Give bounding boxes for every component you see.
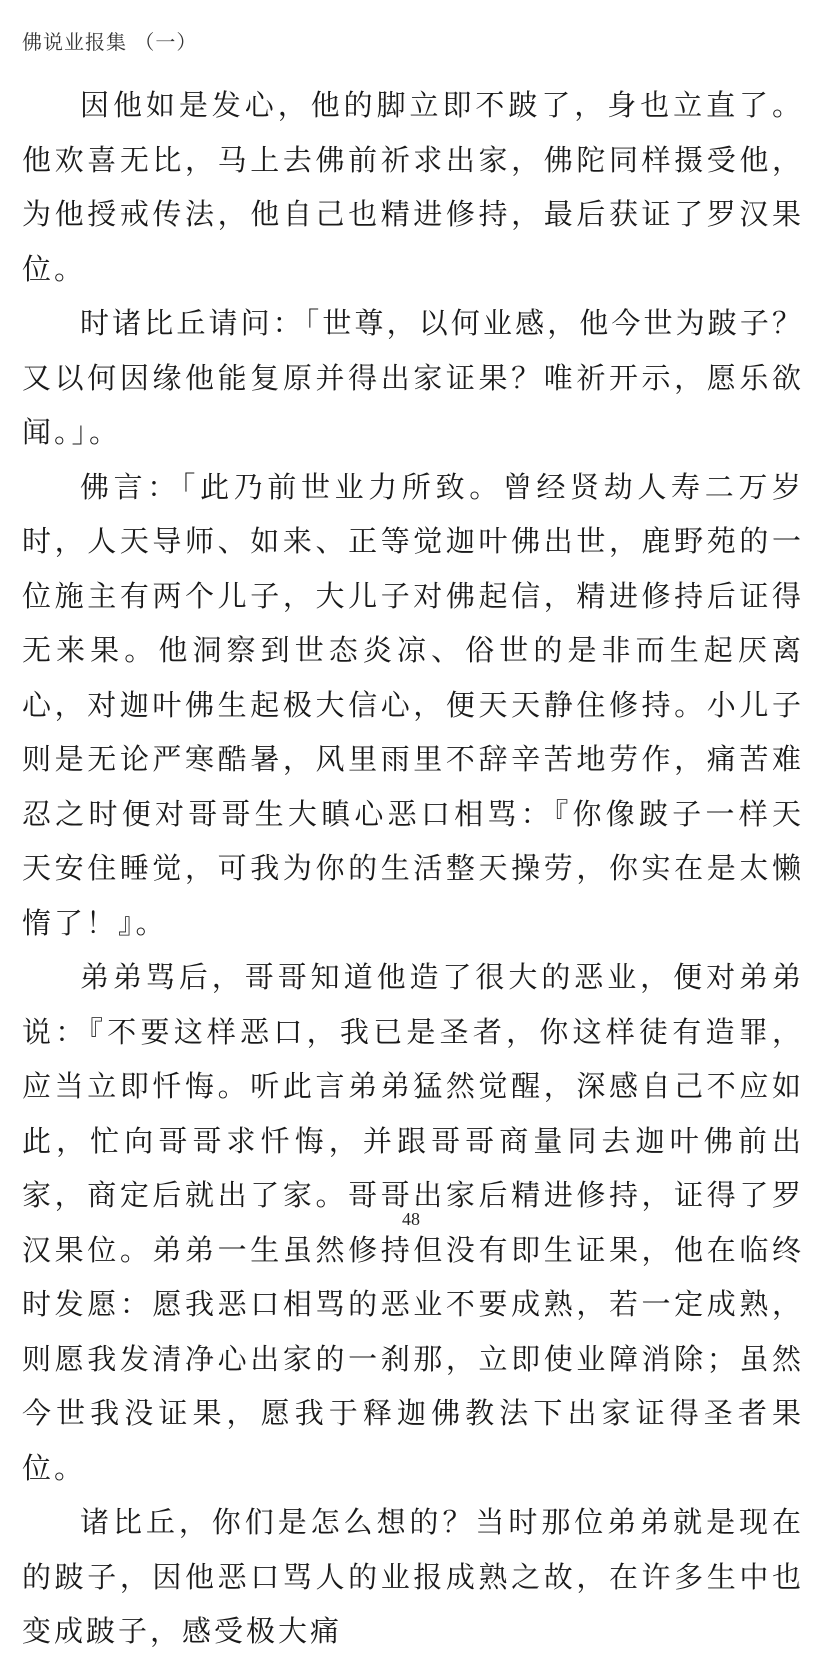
body-text — [22, 78, 804, 1659]
paragraph-3: 佛言：「此乃前世业力所致。曾经贤劫人寿二万岁时，人天导师、如来、正等觉迦叶佛出世，鹿野苑的一位施主有两个儿子，大儿子对佛起信，精进修持后证得无来果。他洞察到世态炎凉、俗世的是非而生起厌离心，对迦叶佛生起极大信心，便天天静住修持。小儿子则是无论严寒酷暑，风里雨里不辞辛苦地劳作，痛苦难忍之时便对哥哥生大瞋心恶口相骂：『你像跛子一样天天安住睡觉，可我为你的生活整天操劳，你实在是太懒惰了！』。 — [22, 469, 804, 940]
running-header: 佛说业报集 （一） — [22, 30, 198, 54]
paragraph-2: 时诸比丘请问：「世尊，以何业感，他今世为跛子？又以何因缘他能复原并得出家证果？唯祈开示，愿乐欲闻。」。 — [22, 306, 804, 449]
paragraph-5: 诸比丘，你们是怎么想的？当时那位弟弟就是现在的跛子，因他恶口骂人的业报成熟之故，在许多生中也变成跛子，感受极大痛 — [22, 1505, 804, 1648]
paragraph-4: 弟弟骂后，哥哥知道他造了很大的恶业，便对弟弟说：『不要这样恶口，我已是圣者，你这样徒有造罪，应当立即忏悔。听此言弟弟猛然觉醒，深感自己不应如此，忙向哥哥求忏悔，并跟哥哥商量同去迦叶佛前出家，商定后就出了家。哥哥出家后精进修持，证得了罗汉果位。弟弟一生虽然修持但没有即生证果，他在临终时发愿：愿我恶口相骂的恶业不要成熟，若一定成熟，则愿我发清净心出家的一刹那，立即使业障消除；虽然今世我没证果，愿我于释迦佛教法下出家证得圣者果位。 — [22, 960, 804, 1485]
page-number: 48 — [402, 1209, 420, 1229]
paragraph-1: 因他如是发心，他的脚立即不跛了，身也立直了。他欢喜无比，马上去佛前祈求出家，佛陀同样摄受他，为他授戒传法，他自己也精进修持，最后获证了罗汉果位。 — [22, 88, 804, 286]
